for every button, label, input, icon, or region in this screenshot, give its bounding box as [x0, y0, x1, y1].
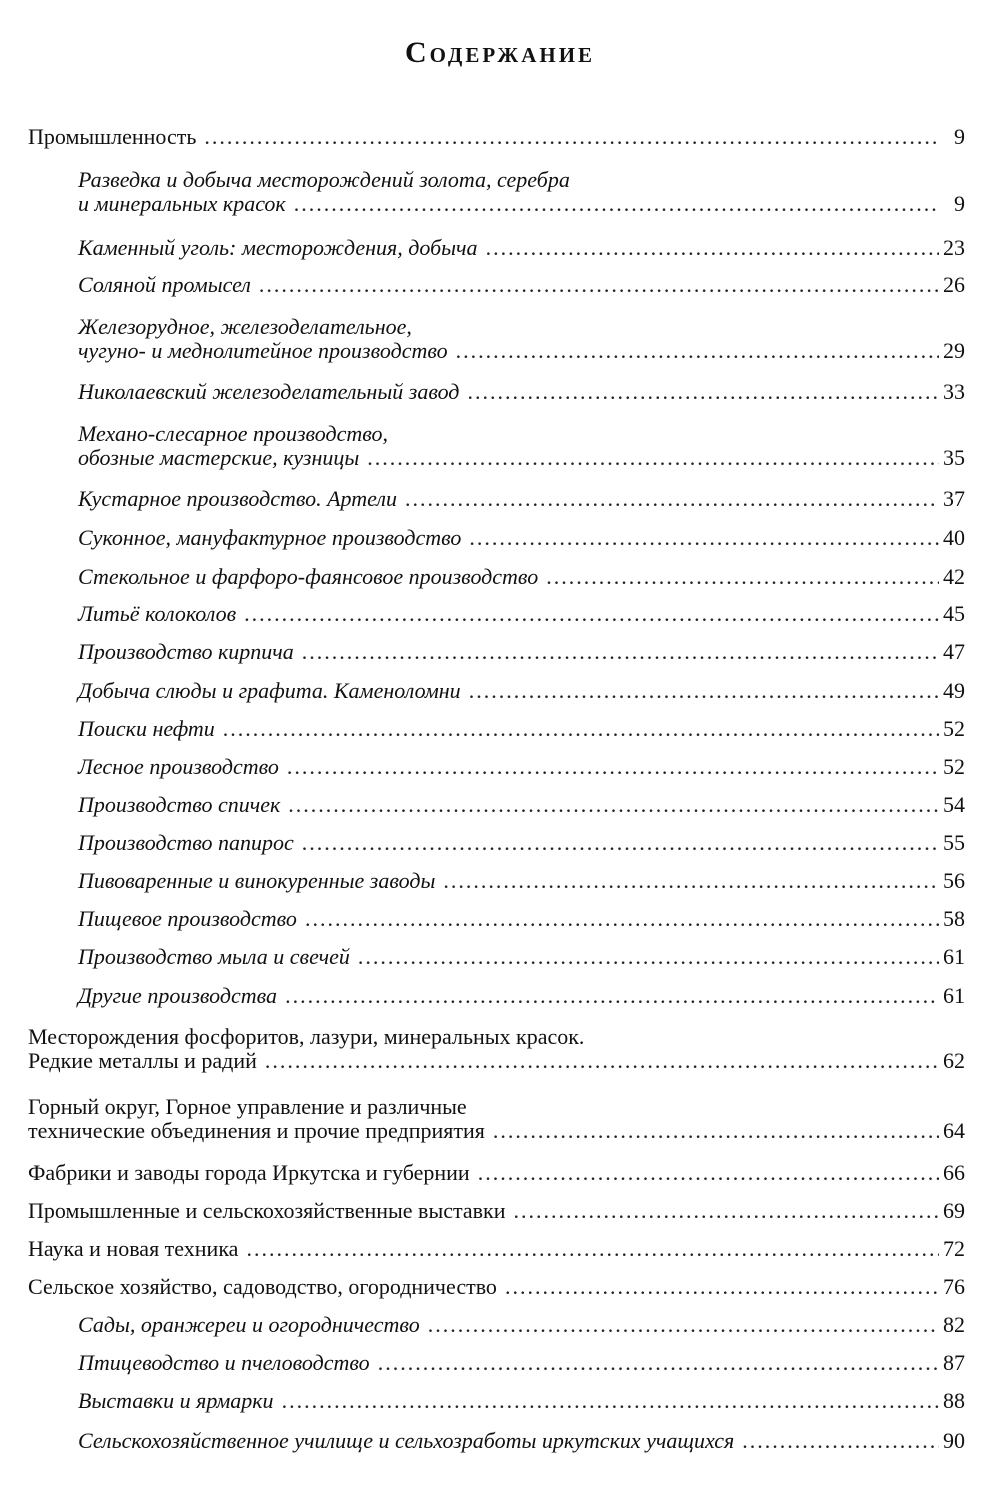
toc-page-number: 62	[943, 1048, 965, 1073]
dot-leader	[302, 640, 939, 664]
toc-entry-title: Сельскохозяйственное училище и сельхозработы иркутских учащихся	[78, 1428, 735, 1453]
toc-entry-title: Пищевое производство	[78, 906, 297, 931]
toc-entry	[28, 1237, 965, 1261]
toc-entry-title: и минеральных красок	[78, 191, 286, 216]
dot-leader	[282, 1389, 939, 1413]
toc-entry	[78, 984, 965, 1008]
toc-entry-title: Производство папирос	[78, 830, 294, 855]
toc-entry	[28, 1275, 965, 1299]
dot-leader	[456, 339, 939, 363]
toc-page-number: 9	[954, 191, 965, 216]
toc-entry-title-line: Железорудное, железоделательное,	[78, 314, 412, 339]
dot-leader	[305, 907, 939, 931]
toc-page-number: 61	[943, 983, 965, 1008]
toc-entry-title: Другие производства	[78, 983, 278, 1008]
toc-entry-title: Поиски нефти	[78, 716, 215, 741]
toc-entry	[78, 793, 965, 817]
toc-page-number: 54	[943, 792, 965, 817]
toc-page-number: 47	[943, 639, 965, 664]
toc-page-number: 35	[943, 445, 965, 470]
toc-entry-title: Производство мыла и свечей	[78, 944, 350, 969]
toc-entry-title: Сады, оранжереи и огородничество	[78, 1312, 420, 1337]
dot-leader	[405, 487, 939, 511]
toc-entry-title: Птицеводство и пчеловодство	[78, 1350, 370, 1375]
toc-entry	[78, 755, 965, 779]
toc-page-number: 76	[943, 1274, 965, 1299]
toc-page-number: 87	[943, 1350, 965, 1375]
toc-entry	[28, 1161, 965, 1185]
dot-leader	[514, 1199, 940, 1223]
toc-entry-title: Выставки и ярмарки	[78, 1388, 274, 1413]
dot-leader	[467, 380, 939, 404]
toc-entry-title-line: Месторождения фосфоритов, лазури, минеральных красок.	[28, 1024, 585, 1049]
toc-entry	[78, 526, 965, 550]
toc-entry-title: Кустарное производство. Артели	[78, 486, 397, 511]
toc-entry	[78, 679, 965, 703]
toc-page-number: 49	[943, 678, 965, 703]
dot-leader	[294, 192, 939, 216]
toc-entry	[78, 273, 965, 297]
toc-entry-title: технические объединения и прочие предприятия	[28, 1118, 485, 1143]
dot-leader	[428, 1313, 939, 1337]
toc-entry-title: Фабрики и заводы города Иркутска и губернии	[28, 1160, 470, 1185]
toc-entry-title-line: Горный округ, Горное управление и различные	[28, 1094, 467, 1119]
dot-leader	[259, 273, 939, 297]
dot-leader	[478, 1161, 939, 1185]
toc-entry	[78, 168, 965, 216]
toc-page-number: 45	[943, 601, 965, 626]
toc-entry-title: обозные мастерские, кузницы	[78, 445, 360, 470]
toc-entry-title: Каменный уголь: месторождения, добыча	[78, 235, 478, 260]
toc-page-number: 58	[943, 906, 965, 931]
dot-leader	[265, 1049, 939, 1073]
toc-entry-title-line: Разведка и добыча месторождений золота, серебра	[78, 167, 570, 192]
dot-leader	[244, 602, 939, 626]
toc-entry	[78, 945, 965, 969]
toc-page-number: 69	[943, 1198, 965, 1223]
toc-page-number: 23	[943, 235, 965, 260]
toc-page-number: 88	[943, 1388, 965, 1413]
toc-entry-title: Производство кирпича	[78, 639, 294, 664]
toc-page-number: 42	[943, 564, 965, 589]
toc-page-number: 33	[943, 379, 965, 404]
toc-entry-title: Суконное, мануфактурное производство	[78, 525, 462, 550]
toc-entry	[78, 565, 965, 589]
toc-entry-title: чугуно- и меднолитейное производство	[78, 338, 448, 363]
dot-leader	[288, 793, 939, 817]
toc-entry	[78, 717, 965, 741]
toc-entry	[28, 125, 965, 149]
toc-entry-title: Производство спичек	[78, 792, 281, 817]
dot-leader	[469, 526, 939, 550]
toc-entry	[78, 640, 965, 664]
toc-entry	[78, 602, 965, 626]
toc-entry	[78, 1313, 965, 1337]
toc-page-number: 72	[943, 1236, 965, 1261]
toc-entry-title: Соляной промысел	[78, 272, 251, 297]
toc-entry-title: Литьё колоколов	[78, 601, 237, 626]
toc-page-number: 9	[954, 124, 965, 149]
toc-entry-title: Лесное производство	[78, 754, 279, 779]
toc-page-number: 61	[943, 944, 965, 969]
toc-page-number: 82	[943, 1312, 965, 1337]
toc-page-number: 64	[943, 1118, 965, 1143]
toc-entry	[78, 422, 965, 470]
dot-leader	[486, 236, 939, 260]
toc-entry	[78, 487, 965, 511]
toc-entry-title: Николаевский железоделательный завод	[78, 379, 460, 404]
toc-entry	[78, 315, 965, 363]
toc-entry	[28, 1095, 965, 1143]
toc-entry-title: Промышленные и сельскохозяйственные выставки	[28, 1198, 506, 1223]
toc-page-number: 40	[943, 525, 965, 550]
toc-entry	[28, 1025, 965, 1073]
toc-entry	[78, 831, 965, 855]
toc-page-number: 55	[943, 830, 965, 855]
toc-page-number: 90	[943, 1428, 965, 1453]
toc-page-number: 52	[943, 716, 965, 741]
toc-page-number: 56	[943, 868, 965, 893]
toc-entry	[78, 380, 965, 404]
page-title: Содержание	[404, 36, 596, 69]
dot-leader	[367, 446, 939, 470]
toc-entry-title: Редкие металлы и радий	[28, 1048, 257, 1073]
dot-leader	[505, 1275, 939, 1299]
toc-entry	[78, 1429, 965, 1453]
dot-leader	[246, 1237, 939, 1261]
toc-page-number: 52	[943, 754, 965, 779]
toc-entry	[78, 236, 965, 260]
toc-entry	[78, 1351, 965, 1375]
toc-entry	[78, 869, 965, 893]
toc-entry-title: Наука и новая техника	[28, 1236, 239, 1261]
dot-leader	[742, 1429, 939, 1453]
toc-entry	[78, 1389, 965, 1413]
toc-entry-title: Стекольное и фарфоро-фаянсовое производство	[78, 564, 539, 589]
dot-leader	[287, 755, 939, 779]
toc-page-number: 26	[943, 272, 965, 297]
toc-entry-title: Пивоваренные и винокуренные заводы	[78, 868, 436, 893]
toc-entry	[78, 907, 965, 931]
toc-page-number: 66	[943, 1160, 965, 1185]
toc-entry-title: Добыча слюды и графита. Каменоломни	[78, 678, 461, 703]
toc-entry	[28, 1199, 965, 1223]
dot-leader	[204, 125, 939, 149]
toc-entry-title: Сельское хозяйство, садоводство, огородничество	[28, 1274, 497, 1299]
toc-page-number: 37	[943, 486, 965, 511]
toc-entry-title-line: Механо-слесарное производство,	[78, 421, 389, 446]
dot-leader	[469, 679, 939, 703]
dot-leader	[302, 831, 939, 855]
dot-leader	[358, 945, 939, 969]
dot-leader	[378, 1351, 939, 1375]
dot-leader	[285, 984, 939, 1008]
dot-leader	[443, 869, 939, 893]
dot-leader	[493, 1119, 939, 1143]
dot-leader	[223, 717, 939, 741]
toc-entry-title: Промышленность	[28, 124, 197, 149]
dot-leader	[546, 565, 939, 589]
toc-page-number: 29	[943, 338, 965, 363]
